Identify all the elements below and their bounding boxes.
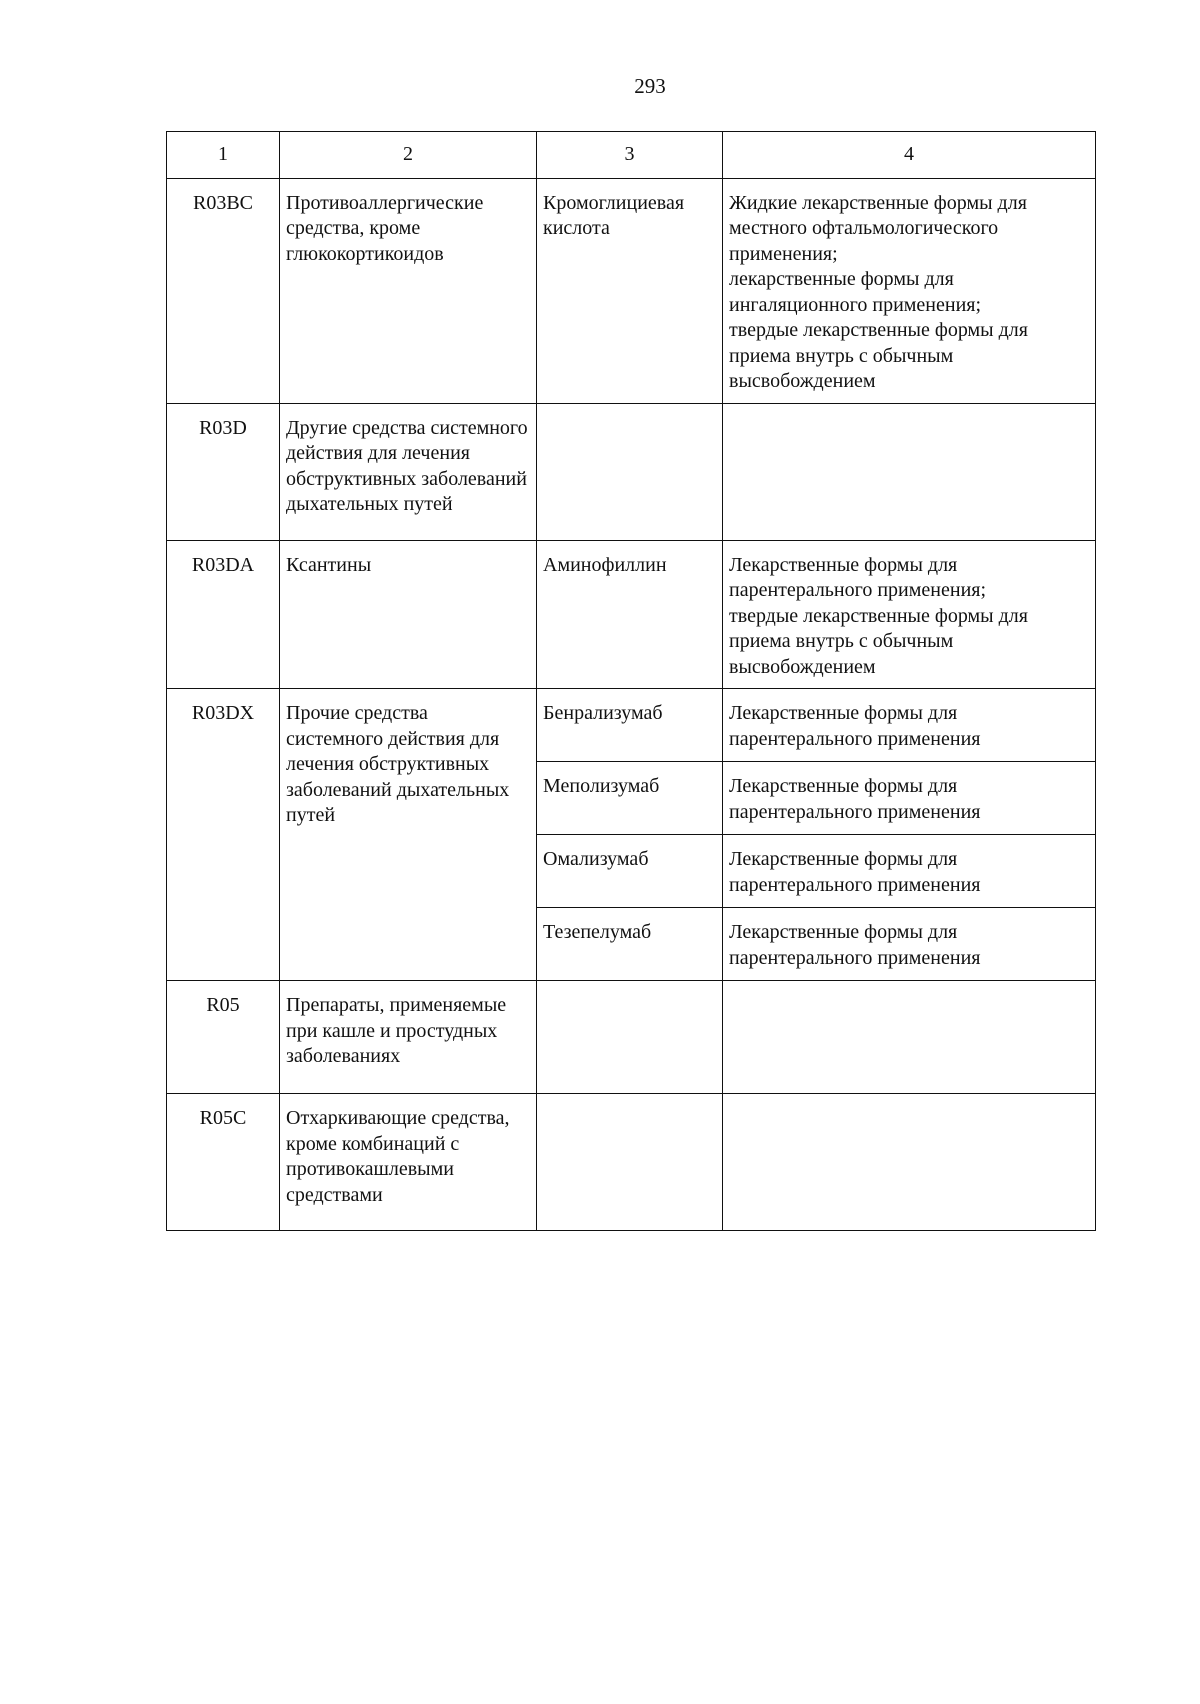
group-name-cell: Ксантины — [280, 540, 537, 689]
table-row — [167, 689, 1096, 762]
substance-cell: Бенрализумаб — [537, 689, 723, 762]
dosage-form-cell: Лекарственные формы для парентерального применения — [723, 762, 1096, 835]
group-name-cell: Прочие средства системного действия для лечения обструктивных заболеваний дыхательных путей — [280, 689, 537, 981]
table-row — [167, 540, 1096, 689]
atc-code-cell: R03D — [167, 403, 280, 540]
dosage-form-cell: Жидкие лекарственные формы для местного офтальмологического применения; лекарственные формы для ингаляционного применения; твердые лекарственные формы для приема внутрь с обычным высвобождением — [723, 178, 1096, 403]
substance-cell — [537, 403, 723, 540]
dosage-form-cell — [723, 981, 1096, 1094]
page-number: 293 — [634, 74, 666, 98]
table-row — [167, 403, 1096, 540]
atc-code-cell: R05 — [167, 981, 280, 1094]
table-row — [167, 981, 1096, 1094]
substance-cell: Кромоглициевая кислота — [537, 178, 723, 403]
substance-cell — [537, 981, 723, 1094]
column-header-1: 1 — [167, 132, 280, 179]
substance-cell: Меполизумаб — [537, 762, 723, 835]
dosage-form-cell — [723, 1094, 1096, 1231]
atc-code-cell: R03BC — [167, 178, 280, 403]
column-header-3: 3 — [537, 132, 723, 179]
table-row — [167, 1094, 1096, 1231]
group-name-cell: Препараты, применяемые при кашле и простудных заболеваниях — [280, 981, 537, 1094]
atc-code-cell: R03DA — [167, 540, 280, 689]
substance-cell: Омализумаб — [537, 835, 723, 908]
dosage-form-cell: Лекарственные формы для парентерального применения — [723, 908, 1096, 981]
dosage-form-cell: Лекарственные формы для парентерального применения — [723, 835, 1096, 908]
substance-cell — [537, 1094, 723, 1231]
group-name-cell: Отхаркивающие средства, кроме комбинаций с противокашлевыми средствами — [280, 1094, 537, 1231]
table-row — [167, 178, 1096, 403]
dosage-form-cell: Лекарственные формы для парентерального применения — [723, 689, 1096, 762]
group-name-cell: Другие средства системного действия для лечения обструктивных заболеваний дыхательных путей — [280, 403, 537, 540]
dosage-form-cell — [723, 403, 1096, 540]
table-header-row — [167, 132, 1096, 179]
substance-cell: Аминофиллин — [537, 540, 723, 689]
atc-code-cell: R05C — [167, 1094, 280, 1231]
drug-classification-table — [166, 131, 1096, 1231]
column-header-4: 4 — [723, 132, 1096, 179]
atc-code-cell: R03DX — [167, 689, 280, 981]
column-header-2: 2 — [280, 132, 537, 179]
substance-cell: Тезепелумаб — [537, 908, 723, 981]
dosage-form-cell: Лекарственные формы для парентерального применения; твердые лекарственные формы для приема внутрь с обычным высвобождением — [723, 540, 1096, 689]
group-name-cell: Противоаллергические средства, кроме глюкокортикоидов — [280, 178, 537, 403]
